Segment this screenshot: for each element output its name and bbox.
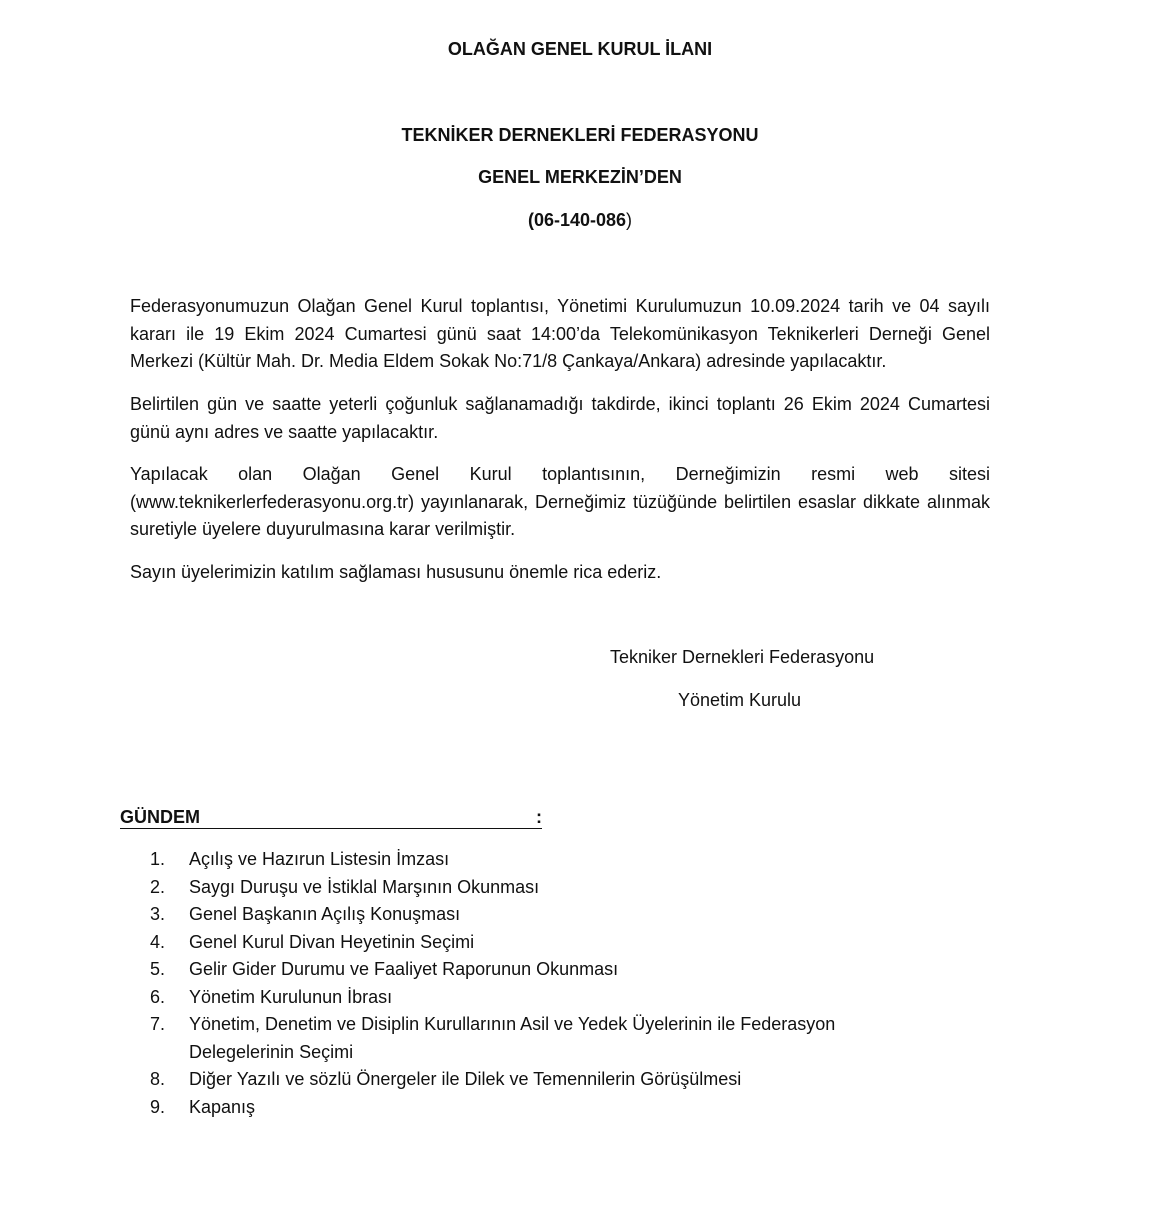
agenda-item-text: Kapanış xyxy=(189,1096,256,1117)
agenda-item-number: 7. xyxy=(150,1014,166,1034)
agenda-item-text: Yönetim Kurulunun İbrası xyxy=(189,986,393,1007)
agenda-item-number: 9. xyxy=(150,1096,166,1117)
signature-organization: Tekniker Dernekleri Federasyonu xyxy=(610,647,875,667)
agenda-item-text: Saygı Duruşu ve İstiklal Marşının Okunması xyxy=(189,876,540,897)
announcement-paragraph-4: Sayın üyelerimizin katılım sağlaması hususunu önemle rica ederiz. xyxy=(130,562,662,582)
agenda-item-text: Gelir Gider Durumu ve Faaliyet Raporunun Okunması xyxy=(189,959,619,979)
organization-subtitle: GENEL MERKEZİN’DEN xyxy=(478,167,682,187)
agenda-item xyxy=(150,929,910,957)
signature-board: Yönetim Kurulu xyxy=(678,690,802,710)
registration-code-closing-paren: ) xyxy=(626,210,633,230)
agenda-heading-colon: : xyxy=(536,807,542,827)
agenda-item-number: 8. xyxy=(150,1069,166,1089)
agenda-item-number: 1. xyxy=(150,849,166,869)
agenda-item-number: 4. xyxy=(150,931,166,952)
agenda-item xyxy=(150,1066,910,1094)
agenda-heading xyxy=(120,806,542,829)
agenda-item-text: Genel Kurul Divan Heyetinin Seçimi xyxy=(189,931,475,952)
organization-name: TEKNİKER DERNEKLERİ FEDERASYONU xyxy=(401,125,759,145)
announcement-paragraph-3: Yapılacak olan Olağan Genel Kurul toplantısının, Derneğimizin resmi web sitesi (www.teknikerlerfederasyonu.org.tr) yayınlanarak, Derneğimiz tüzüğünde belirtilen esaslar dikkate alınmak suretiyle üyelere duyurulmasına karar verilmiştir. xyxy=(130,464,990,539)
agenda-item-text: Yönetim, Denetim ve Disiplin Kurullarının Asil ve Yedek Üyelerinin ile Federasyon Delegelerinin Seçimi xyxy=(189,1014,836,1062)
agenda-item xyxy=(150,901,910,929)
agenda-item xyxy=(150,1094,910,1122)
agenda-item xyxy=(150,984,910,1012)
document-title: OLAĞAN GENEL KURUL İLANI xyxy=(447,39,713,59)
agenda-item xyxy=(150,956,910,984)
agenda-heading-label: GÜNDEM xyxy=(120,807,200,827)
announcement-paragraph-1: Federasyonumuzun Olağan Genel Kurul toplantısı, Yönetimi Kurulumuzun 10.09.2024 tarih ve 04 sayılı kararı ile 19 Ekim 2024 Cumartesi günü saat 14:00’da Telekomünikasyon Teknikerleri Derneği Genel Merkezi (Kültür Mah. Dr. Media Eldem Sokak No:71/8 Çankaya/Ankara) adresinde yapılacaktır. xyxy=(130,296,990,371)
agenda-item xyxy=(150,874,910,902)
agenda-item-number: 3. xyxy=(150,904,166,924)
agenda-item xyxy=(150,1011,910,1066)
agenda-item-number: 5. xyxy=(150,959,166,979)
agenda-item-text: Açılış ve Hazırun Listesin İmzası xyxy=(189,849,450,869)
agenda-item-text: Diğer Yazılı ve sözlü Önergeler ile Dilek ve Temennilerin Görüşülmesi xyxy=(189,1069,742,1089)
registration-code-number: (06-140-086 xyxy=(527,210,627,230)
agenda-item-number: 2. xyxy=(150,876,166,897)
agenda-item-number: 6. xyxy=(150,986,166,1007)
announcement-paragraph-2: Belirtilen gün ve saatte yeterli çoğunluk sağlanamadığı takdirde, ikinci toplantı 26 Ekim 2024 Cumartesi günü aynı adres ve saatte yapılacaktır. xyxy=(130,394,990,442)
agenda-list xyxy=(150,846,910,1121)
agenda-item xyxy=(150,846,910,874)
registration-code xyxy=(0,209,1160,231)
agenda-item-text: Genel Başkanın Açılış Konuşması xyxy=(189,904,461,924)
